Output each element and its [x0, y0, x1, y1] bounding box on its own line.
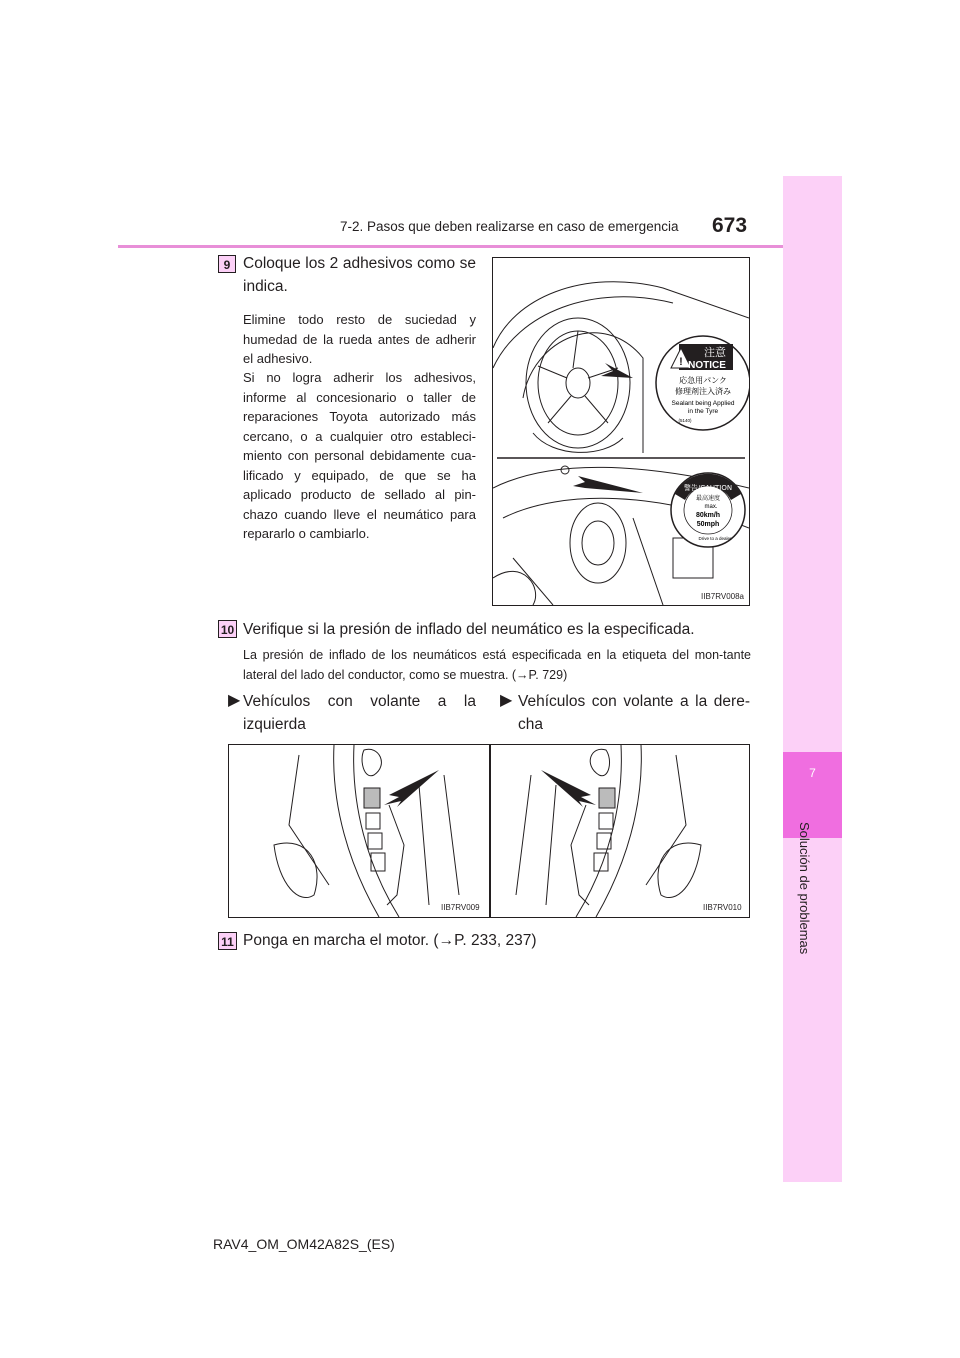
caution-jp-speed: 最高速度 [695, 495, 721, 502]
bullet-marker: ▶ [228, 692, 241, 709]
step-paragraph: Elimine todo resto de suciedad y humedad de la rueda antes de adherir el adhesivo. [243, 312, 476, 366]
document-code: RAV4_OM_OM42A82S_(ES) [213, 1236, 395, 1252]
rhd-door-pillar-drawing [491, 745, 749, 917]
header-divider [118, 245, 783, 248]
step-number-badge: 10 [218, 620, 237, 638]
variant-label: Vehículos con volante a la izquierda [243, 693, 476, 733]
chapter-tab-strip [783, 176, 842, 1182]
chapter-title: Solución de problemas [797, 822, 812, 955]
lhd-door-pillar-drawing [229, 745, 489, 917]
lhd-label-location-illustration [228, 744, 490, 918]
figure-id: IIB7RV010 [703, 903, 742, 912]
notice-en-line1: Sealant being Applied [671, 400, 735, 407]
caution-mph: 50mph [696, 521, 720, 528]
chapter-number: 7 [809, 766, 816, 780]
page-number: 673 [712, 214, 748, 237]
notice-code: (5140) [678, 418, 692, 423]
caution-max: max. [704, 504, 718, 510]
bullet-marker: ▶ [500, 692, 513, 709]
step-note: La presión de inflado de los neumáticos está especificada en la etiqueta del mon-tante lateral del lado del conductor, como se muestra. (→P. 729) [243, 648, 751, 682]
variant-label: Vehículos con volante a la dere-cha [518, 693, 750, 733]
rhd-label-location-illustration [490, 744, 750, 918]
step-number-badge: 9 [218, 255, 236, 273]
wheel-and-dashboard-drawing [493, 258, 749, 605]
notice-en-title: NOTICE [688, 360, 726, 371]
caution-kmh: 80km/h [695, 512, 721, 519]
step-number-badge: 11 [218, 932, 237, 950]
caution-header: 警告/CAUTION [683, 484, 733, 492]
step-instruction: Coloque los 2 adhesivos como se indica. [243, 255, 476, 295]
step-instruction: Verifique si la presión de inflado del neumático es la especificada. [243, 621, 695, 638]
section-title: 7-2. Pasos que deben realizarse en caso de emergencia [340, 219, 679, 234]
figure-id: IIB7RV009 [441, 903, 480, 912]
notice-jp-line1: 応急用パンク [679, 376, 727, 385]
step-instruction: Ponga en marcha el motor. (→P. 233, 237) [243, 932, 537, 949]
caution-footer: Drive to a dealer [698, 536, 732, 541]
figure-id: IIB7RV008a [701, 592, 744, 601]
notice-jp-line2: 修理剤注入済み [675, 387, 731, 396]
notice-en-line2: in the Tyre [687, 408, 719, 415]
chapter-tab-active [783, 752, 842, 838]
svg-text:!: ! [679, 356, 683, 368]
step-paragraph: Si no logra adherir los adhesivos, informe al concesionario o taller de reparaciones Toyota autorizado más cercano, o a cualquier otro estableci-miento con personal debidamente cua-lificado y equipado, de que se ha aplicado producto de sellado al pin-chazo cuando lleve el neumático para repararlo o cambiarlo. [243, 370, 476, 541]
notice-jp-title: 注意 [704, 346, 726, 359]
sticker-placement-illustration [492, 257, 750, 606]
